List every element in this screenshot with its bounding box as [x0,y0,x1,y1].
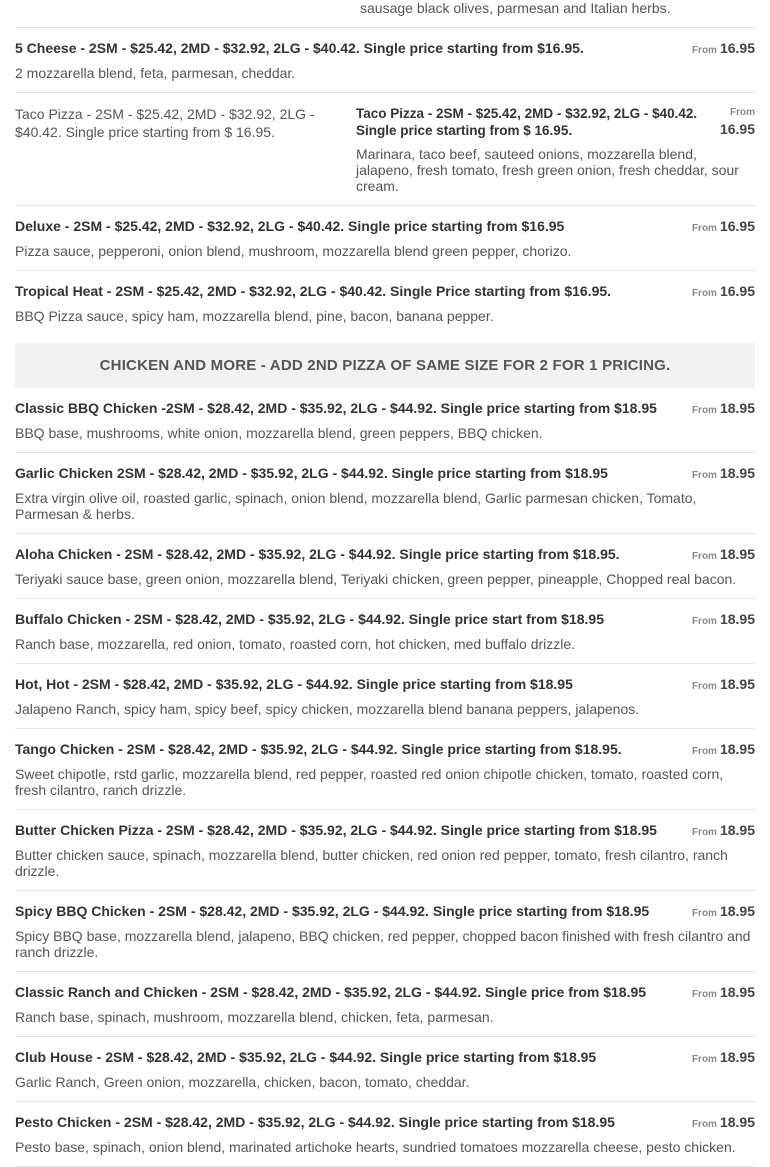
price-prefix: From [691,989,717,1000]
item-description: Ranch base, spinach, mushroom, mozzarella blend, chicken, feta, parmesan. [15,1009,494,1025]
item-price [692,218,755,237]
menu-item[interactable] [15,810,755,891]
item-description: Jalapeno Ranch, spicy ham, spicy beef, spicy chicken, mozzarella blend banana peppers, jalapenos. [15,701,640,717]
item-price [692,1049,755,1068]
price-value: 18.95 [719,903,755,919]
price-prefix: From [691,288,717,299]
price-prefix: From [691,908,717,919]
item-price [692,40,755,59]
item-price [692,546,755,565]
price-value: 18.95 [719,400,755,416]
item-description: Spicy BBQ base, mozzarella blend, jalapeno, BBQ chicken, red pepper, chopped bacon finished with fresh cilantro and ranch drizzle. [15,928,751,960]
menu-item[interactable] [15,664,755,729]
item-price [692,984,755,1003]
menu-item[interactable] [15,729,755,810]
item-price [692,676,755,695]
item-price [692,283,755,302]
price-value: 18.95 [719,822,755,838]
item-title[interactable]: Taco Pizza - 2SM - $25.42, 2MD - $32.92, 2LG - $40.42. Single price starting from $ 16.95. [356,106,698,138]
price-value: 16.95 [719,283,755,299]
item-price [692,903,755,922]
item-title[interactable]: Butter Chicken Pizza - 2SM - $28.42, 2MD - $35.92, 2LG - $44.92. Single price starting from $18.95 [15,822,657,838]
item-description: Ranch base, mozzarella, red onion, tomato, roasted corn, hot chicken, med buffalo drizzle. [15,636,576,652]
item-title[interactable]: Pesto Chicken - 2SM - $28.42, 2MD - $35.92, 2LG - $44.92. Single price starting from $18.95 [15,1114,615,1130]
menu-item[interactable] [15,1037,755,1102]
menu-item[interactable] [15,972,755,1037]
price-value: 18.95 [719,741,755,757]
item-description: Sweet chipotle, rstd garlic, mozzarella blend, red pepper, roasted red onion chipotle chicken, tomato, roasted corn, fresh cilantro, ranch drizzle. [15,766,724,798]
menu-item[interactable] [15,453,755,534]
chicken-item-list [15,388,755,1167]
price-value: 18.95 [719,1049,755,1065]
price-value: 16.95 [719,218,755,234]
item-title[interactable]: Club House - 2SM - $28.42, 2MD - $35.92, 2LG - $44.92. Single price starting from $18.95 [15,1049,597,1065]
item-description: Marinara, taco beef, sauteed onions, mozzarella blend, jalapeno, fresh tomato, fresh green onion, fresh cheddar, sour cream. [356,146,739,194]
price-prefix: From [691,616,717,627]
item-title[interactable]: Tropical Heat - 2SM - $25.42, 2MD - $32.92, 2LG - $40.42. Single Price starting from $16.95. [15,283,612,299]
menu-item[interactable] [15,534,755,599]
section-heading: CHICKEN AND MORE - ADD 2ND PIZZA OF SAME SIZE FOR 2 FOR 1 PRICING. [15,343,755,388]
price-prefix: From [691,223,717,234]
item-description: Extra virgin olive oil, roasted garlic, spinach, onion blend, mozzarella blend, Garlic parmesan chicken, Tomato, Parmesan & herbs. [15,490,697,522]
item-title[interactable]: Hot, Hot - 2SM - $28.42, 2MD - $35.92, 2LG - $44.92. Single price starting from $18.95 [15,676,573,692]
item-title[interactable]: 5 Cheese - 2SM - $25.42, 2MD - $32.92, 2LG - $40.42. Single price starting from $16.95. [15,40,584,56]
item-price [720,105,755,137]
price-prefix: From [691,551,717,562]
price-value: 18.95 [719,611,755,627]
item-price [692,822,755,841]
menu-item[interactable] [15,28,755,93]
price-value: 18.95 [719,546,755,562]
item-title[interactable]: Garlic Chicken 2SM - $28.42, 2MD - $35.92, 2LG - $44.92. Single price starting from $18.95 [15,465,608,481]
item-description: BBQ base, mushrooms, white onion, mozzarella blend, green peppers, BBQ chicken. [15,425,543,441]
price-prefix: From [691,746,717,757]
price-value: 18.95 [719,984,755,1000]
item-title[interactable]: Classic Ranch and Chicken - 2SM - $28.42, 2MD - $35.92, 2LG - $44.92. Single price from $18.95 [15,984,647,1000]
item-price [692,741,755,760]
item-title[interactable]: Deluxe - 2SM - $25.42, 2MD - $32.92, 2LG - $40.42. Single price starting from $16.95 [15,218,565,234]
item-price [692,400,755,419]
menu-item[interactable] [15,1102,755,1167]
item-description: 2 mozzarella blend, feta, parmesan, cheddar. [15,65,296,81]
price-value: 16.95 [719,121,755,137]
item-price [692,465,755,484]
menu-item[interactable] [15,206,755,271]
item-title[interactable]: Buffalo Chicken - 2SM - $28.42, 2MD - $35.92, 2LG - $44.92. Single price start from $18.95 [15,611,605,627]
menu-item[interactable] [15,388,755,453]
item-description: Teriyaki sauce base, green onion, mozzarella blend, Teriyaki chicken, green pepper, pineapple, Chopped real bacon. [15,571,737,587]
item-price [692,1114,755,1133]
item-description: Pizza sauce, pepperoni, onion blend, mushroom, mozzarella blend green pepper, chorizo. [15,243,572,259]
price-value: 18.95 [719,1114,755,1130]
price-value: 18.95 [719,676,755,692]
item-description: sausage black olives, parmesan and Italian herbs. [360,0,671,16]
item-title[interactable]: Tango Chicken - 2SM - $28.42, 2MD - $35.92, 2LG - $44.92. Single price starting from $18.95. [15,741,622,757]
item-image[interactable]: Taco Pizza - 2SM - $25.42, 2MD - $32.92, 2LG - $40.42. Single price starting from $ 16.95. [15,106,315,140]
item-title[interactable]: Aloha Chicken - 2SM - $28.42, 2MD - $35.92, 2LG - $44.92. Single price starting from $18.95. [15,546,620,562]
price-prefix: From [691,405,717,416]
price-prefix: From [691,1054,717,1065]
item-description: Butter chicken sauce, spinach, mozzarella blend, butter chicken, red onion red pepper, tomato, fresh cilantro, ranch drizzle. [15,847,728,879]
price-value: 18.95 [719,465,755,481]
item-title[interactable]: Classic BBQ Chicken -2SM - $28.42, 2MD - $35.92, 2LG - $44.92. Single price starting from $18.95 [15,400,657,416]
item-description: Pesto base, spinach, onion blend, marinated artichoke hearts, sundried tomatoes mozzarella cheese, pesto chicken. [15,1139,736,1155]
price-prefix: From [691,827,717,838]
item-title[interactable]: Spicy BBQ Chicken - 2SM - $28.42, 2MD - $35.92, 2LG - $44.92. Single price starting from $18.95 [15,903,650,919]
menu-item[interactable] [15,271,755,335]
price-prefix: From [730,107,755,118]
price-prefix: From [691,1119,717,1130]
price-prefix: From [691,470,717,481]
menu-item[interactable] [15,599,755,664]
price-prefix: From [691,45,717,56]
item-description: Garlic Ranch, Green onion, mozzarella, chicken, bacon, tomato, cheddar. [15,1074,470,1090]
menu-item-with-image[interactable] [15,93,755,206]
menu-list [15,0,755,1167]
price-prefix: From [691,681,717,692]
menu-item[interactable] [15,0,755,28]
item-price [692,611,755,630]
price-value: 16.95 [719,40,755,56]
item-description: BBQ Pizza sauce, spicy ham, mozzarella blend, pine, bacon, banana pepper. [15,308,494,324]
menu-item[interactable] [15,891,755,972]
